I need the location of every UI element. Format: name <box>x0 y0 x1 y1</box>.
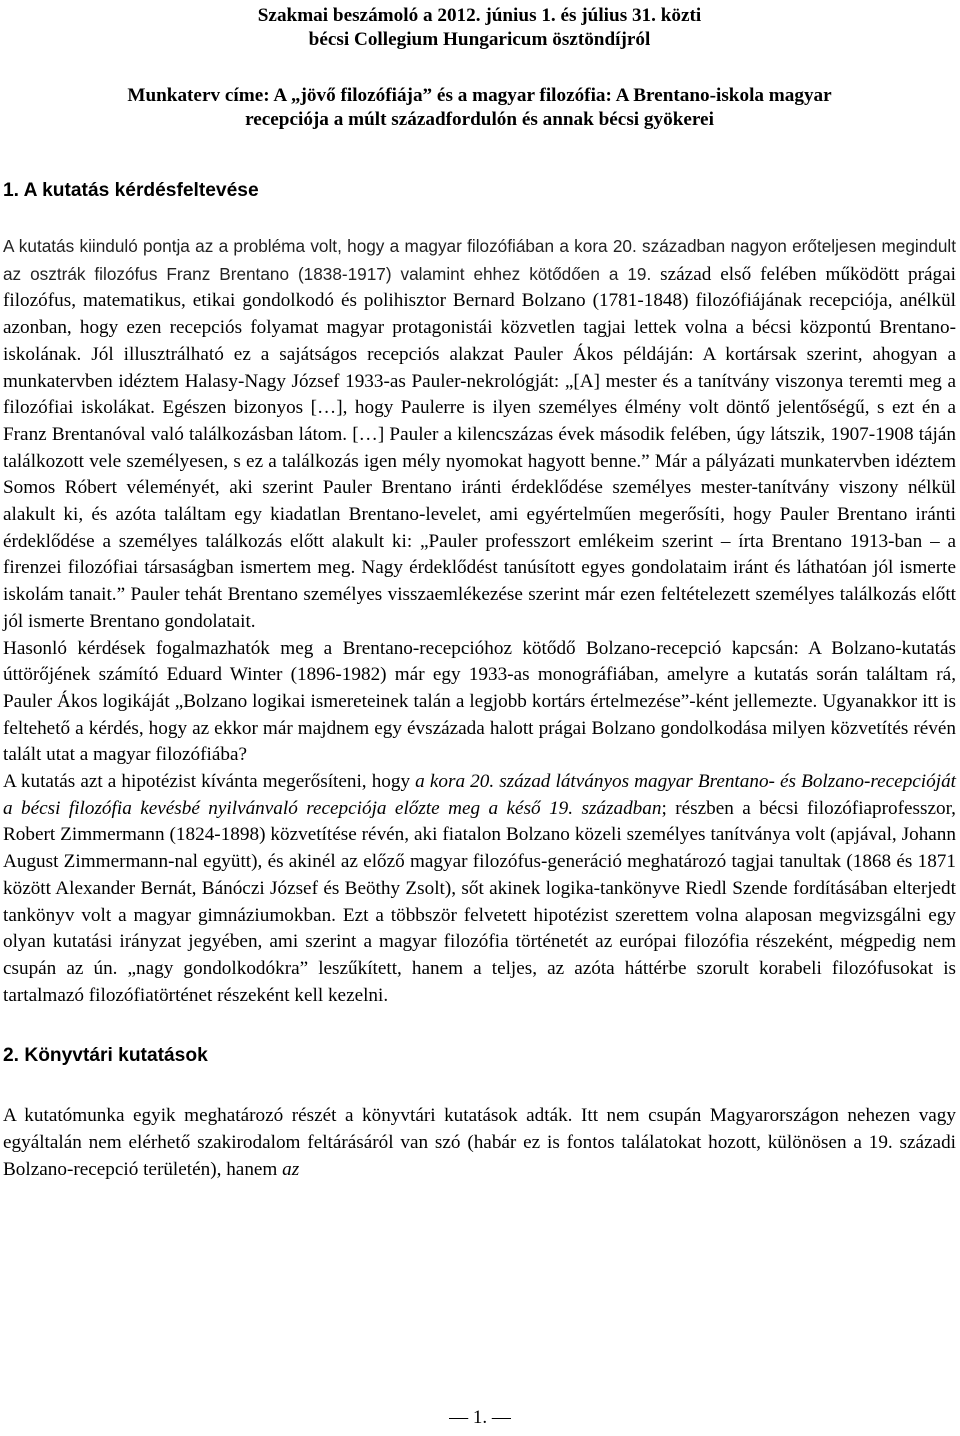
section-1-paragraph-1-rest: század első felében működött prágai filozófus, matematikus, etikai gondolkodó és polihisztor Bernard Bolzano (1781-1848) filozófiájának recepciója, anélkül azonban, hogy ezen recepciós folyamat magyar protagonistái közvetlen tagjai lettek volna a bécsi központú Brentano-iskolának. Jól illusztrálható ez a sajátságos recepciós alakzat Pauler Ákos példáján: A kortársak szerint, ahogyan a munkatervben idéztem Halasy-Nagy József 1933-as Pauler-nekrológját: „[A] mester és a tanítvány viszonya teremti meg a filozófiai iskolákat. Egészen bizonyos […], hogy Paulerre is ilyen személyes élmény volt döntő jelentőségű, s ezt én a Franz Brentanóval való találkozásban látom. […] Pauler a kilencszázas évek második felében, úgy látszik, 1907-1908 táján találkozott vele személyesen, s ez a találkozás igen mély nyomokat hagyott benne.” Már a pályázati munkatervben idéztem Somos Róbert véleményét, aki szerint Pauler Brentano iránti érdeklődése személyes mester-tanítvány viszony nélkül alakult ki, és azóta találtam egy kiadatlan Brentano-levelet, ami egyértelműen megerősíti, hogy Pauler Brentano iránti érdeklődése a személyes találkozás előtt alakult ki: „Pauler professzort emlékeim szerint – írta Brentano 1913-ban – a firenzei filozófiai társaságban ismertem meg. Nagy érdeklődést tanúsított egyes gondolataim iránt és láthatóan jól ismerte iskolám tanait.” Pauler tehát Brentano személyes visszaemlékezése szerint már ezen feltételezett személyes találkozás előtt jól ismerte Brentano gondolatait. <box>3 263 956 632</box>
section-1-paragraph-2: Hasonló kérdések fogalmazhatók meg a Brentano-recepcióhoz kötődő Bolzano-recepció kapcsán: A Bolzano-kutatás úttörőjének számító Eduard Winter (1896-1982) már egy 1933-as monográfiában, amelyre a kutatás során találtam rá, Pauler Ákos logikáját „Bolzano logikai ismereteinek talán a legjobb kortárs értelmezése”-ként jellemezte. Ugyanakkor itt is feltehető a kérdés, hogy az ekkor már majdnem egy évszázada halott prágai Bolzano gondolkodása milyen közvetítés révén talált utat a magyar filozófiába? <box>3 637 956 766</box>
section-2-paragraph-1 <box>3 1103 956 1183</box>
section-1-paragraph-3-start: A kutatás azt a hipotézist kívánta megerősíteni, hogy <box>3 771 416 793</box>
section-1-intro-sans: A kutatás kiinduló pontja az a probléma volt, hogy a magyar filozófiában a kora 20. században nagyon erőteljesen megindult az osztrák filozófus Franz Brentano (1838-1917) valamint ehhez kötődően a 19. <box>3 236 956 284</box>
section-1-body <box>3 233 956 1009</box>
section-2-heading: 2. Könyvtári kutatások <box>3 1045 208 1067</box>
page-number: — 1. — <box>449 1407 511 1428</box>
work-plan-title-line-2: recepciója a múlt századfordulón és annak bécsi gyökerei <box>245 109 714 130</box>
section-1-paragraph-3 <box>3 769 956 1009</box>
section-1-paragraph-3-rest: ; részben a bécsi filozófiaprofesszor, Robert Zimmermann (1824-1898) közvetítése révén, aki fiatalon Bolzano közeli személyes tanítványa volt (apjával, Johann August Zimmermann-nal együtt), és akinél az előző magyar filozófus-generáció meghatározó tagjai tanultak (1868 és 1871 között Alexander Bernát, Bánóczi József és Beöthy Zsolt), sőt akinek logika-tankönyve Riedl Szende fordításában elterjedt tankönyv volt a magyar gimnáziumokban. Ezt a többször felvetett hipotézist szerettem volna alaposan megvizsgálni egy olyan kutatási irányzat jegyében, ami szerint a magyar filozófia történetét az európai filozófia részeként, mégpedig nem csupán az ún. „nagy gondolkodókra” leszűkített, hanem a teljes, az azóta háttérbe szorult korabeli filozófusokat is tartalmazó filozófiatörténet részeként kell kezelni. <box>3 797 956 1006</box>
section-1-heading: 1. A kutatás kérdésfeltevése <box>3 180 259 201</box>
section-1-paragraph-1 <box>3 233 956 636</box>
report-title-line-2: bécsi Collegium Hungaricum ösztöndíjról <box>308 29 651 50</box>
section-2-body <box>3 1103 956 1183</box>
section-2-paragraph-1-italic: az <box>282 1158 300 1180</box>
work-plan-title-line-1: Munkaterv címe: A „jövő filozófiája” és a magyar filozófia: A Brentano-iskola magyar <box>127 85 832 106</box>
section-2-paragraph-1-start: A kutatómunka egyik meghatározó részét a könyvtári kutatások adták. Itt nem csupán Magyarországon nehezen vagy egyáltalán nem elérhető szakirodalom feltárásáról van szó (habár ez is fontos találatokat hozott, különösen a 19. századi Bolzano-recepció területén), hanem <box>3 1105 956 1180</box>
hypothesis-emphasis: a kora 20. század látványos magyar Brentano- és Bolzano-recepcióját a bécsi filozófia kevésbé nyilvánvaló recepciója előzte meg a késő 19. században <box>3 771 956 819</box>
report-title-line-1: Szakmai beszámoló a 2012. június 1. és július 31. közti <box>257 5 702 26</box>
report-header <box>3 0 956 132</box>
